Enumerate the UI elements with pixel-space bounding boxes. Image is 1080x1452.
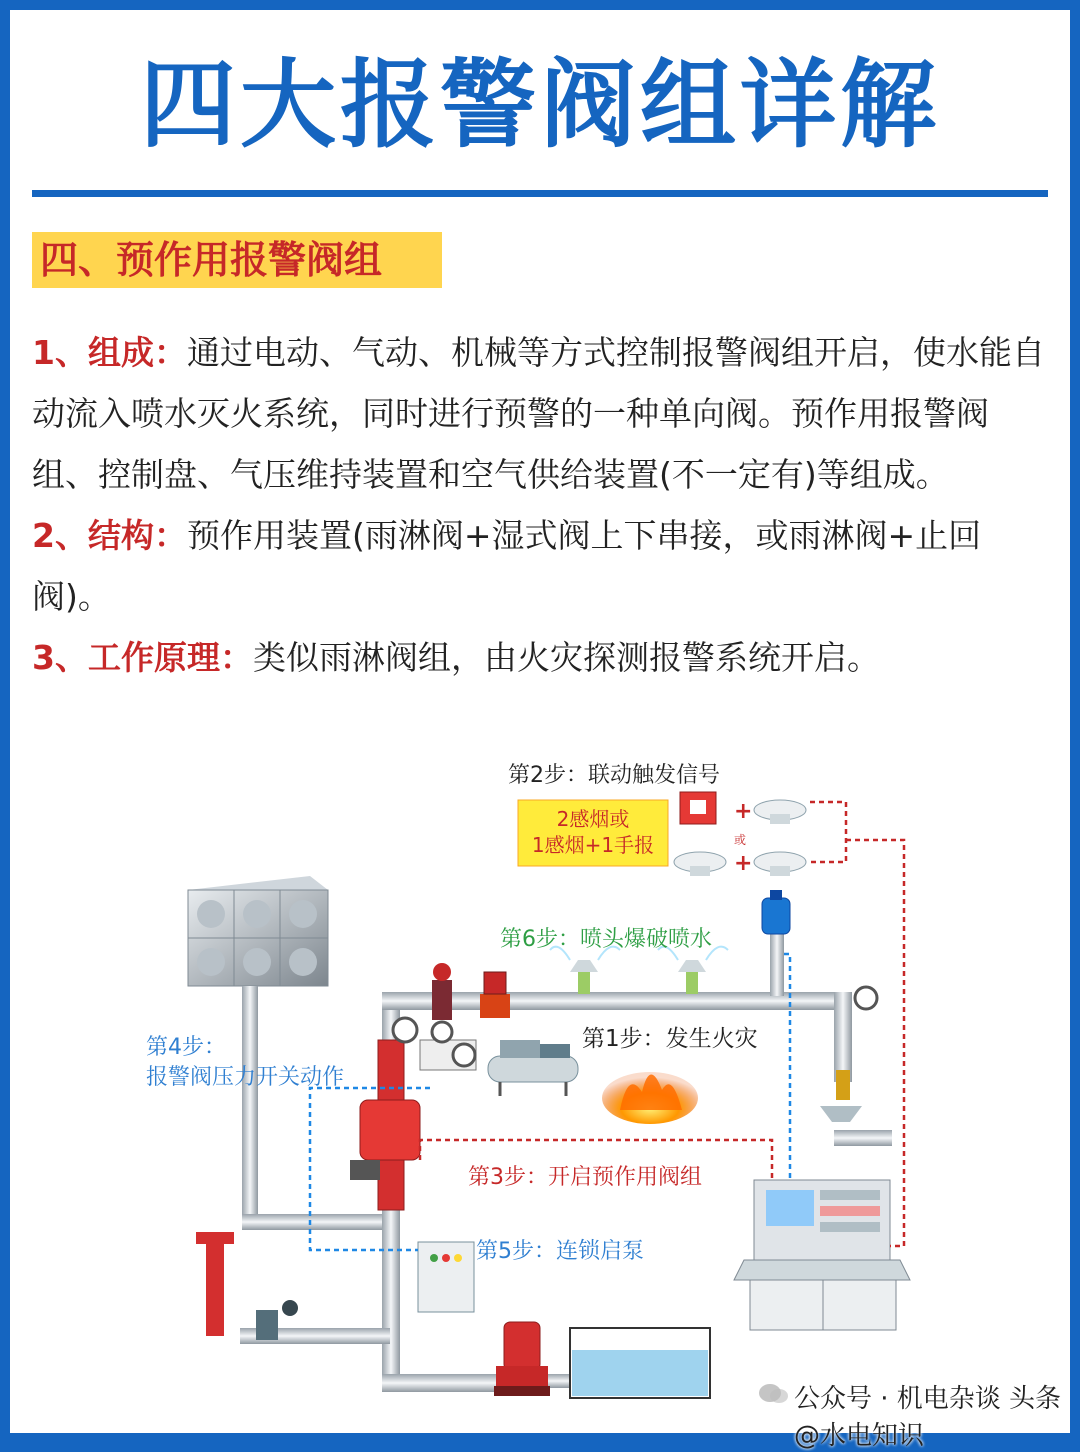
- paragraph-text: 预作用装置(雨淋阀+湿式阀上下串接，或雨淋阀+止回阀)。: [32, 516, 982, 616]
- page-frame: [10, 10, 1070, 1451]
- page-title: 四大报警阀组详解: [140, 49, 940, 161]
- water-tank-icon: [188, 876, 328, 986]
- watermark: [794, 1378, 1070, 1452]
- paragraph-text: 类似雨淋阀组，由火灾探测报警系统开启。: [252, 638, 880, 677]
- alarm-box-line2: 1感烟+1手报: [531, 833, 655, 857]
- solenoid-valve-icon: [480, 972, 510, 1018]
- watermark-text: 公众号 · 机电杂谈 头条 @水电知识: [794, 1384, 1062, 1451]
- step5-label: 第5步：连锁启泵: [476, 1239, 644, 1264]
- or-label: 或: [734, 833, 747, 847]
- manual-alarm-icon: [680, 792, 716, 824]
- step4-label-line2: 报警阀压力开关动作: [146, 1065, 345, 1090]
- step2-label: 第2步：联动触发信号: [508, 763, 720, 788]
- step4-label-line1: 第4步：: [146, 1035, 226, 1060]
- paragraph-lead: 2、结构：: [32, 516, 187, 555]
- alarm-box-line1: 2感烟或: [556, 807, 630, 831]
- system-diagram: [10, 10, 1070, 1433]
- fire-icon: [602, 1072, 698, 1124]
- sprinkler-head-icon: [550, 947, 620, 994]
- step6-label: 第6步：喷头爆破喷水: [500, 927, 712, 952]
- plus-sign: +: [734, 851, 753, 876]
- section-heading: 四、预作用报警阀组: [32, 232, 442, 288]
- paragraph-lead: 3、工作原理：: [32, 638, 253, 677]
- smoke-detector-icon: [674, 852, 726, 876]
- step3-label: 第3步：开启预作用阀组: [468, 1165, 702, 1190]
- smoke-detector-icon: [754, 852, 806, 876]
- sprinkler-head-icon: [658, 947, 728, 994]
- wechat-icon: [758, 1382, 790, 1406]
- plus-sign: +: [734, 799, 753, 824]
- exhaust-valve-icon: [762, 890, 790, 934]
- air-compressor-icon: [488, 1040, 578, 1096]
- control-valve-icon: [432, 963, 452, 1020]
- water-pool-icon: [570, 1328, 710, 1398]
- alarm-valve-assembly-icon: [350, 1018, 476, 1210]
- paragraph-text: 通过电动、气动、机械等方式控制报警阀组开启，使水能自动流入喷水灭火系统，同时进行预警的一种单向阀。预作用报警阀组、控制盘、气压维持装置和空气供给装置(不一定有)等组成。: [32, 333, 1045, 494]
- step1-label: 第1步：发生火灾: [582, 1026, 758, 1052]
- fire-pump-icon: [494, 1322, 550, 1396]
- paragraph-lead: 1、组成：: [32, 333, 187, 372]
- pump-control-cabinet-icon: [418, 1242, 474, 1312]
- smoke-detector-icon: [754, 800, 806, 824]
- fire-control-panel-icon: [734, 1180, 910, 1330]
- pump-adapter-icon: [196, 1232, 298, 1340]
